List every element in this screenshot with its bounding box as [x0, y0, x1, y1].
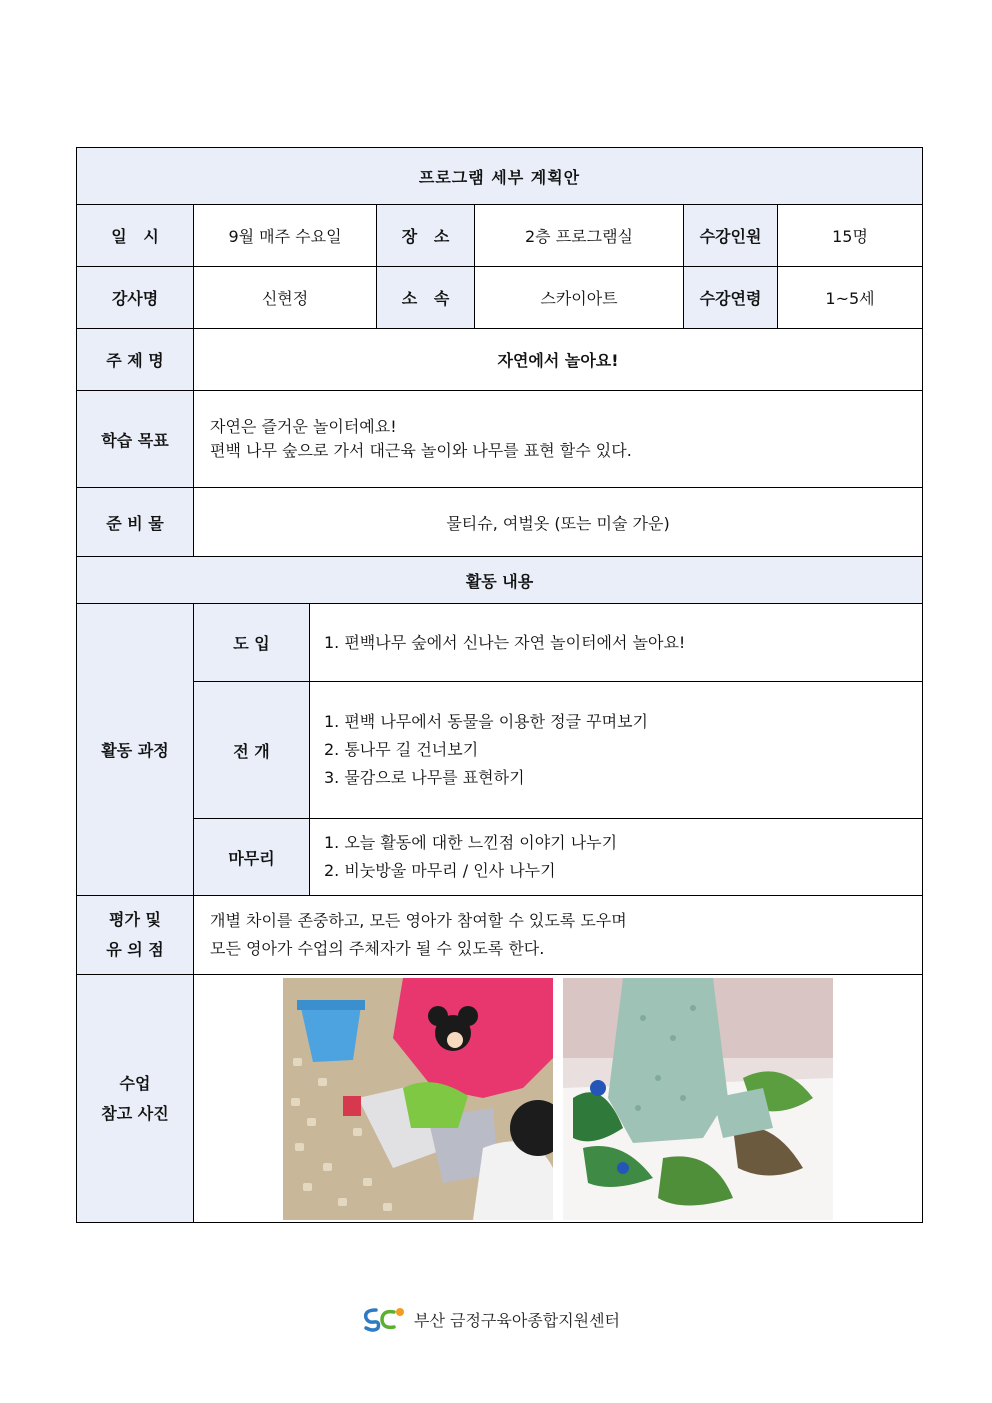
evaluation-text — [194, 896, 923, 975]
place-label: 장 소 — [377, 205, 475, 267]
program-plan-table — [76, 147, 923, 1223]
stage-development-label: 전 개 — [194, 682, 310, 819]
stage-line: 3. 물감으로 나무를 표현하기 — [324, 768, 525, 787]
stage-line: 2. 통나무 길 건너보기 — [324, 740, 479, 759]
capacity-value: 15명 — [778, 205, 923, 267]
page-title: 프로그램 세부 계획안 — [77, 148, 923, 205]
stage-development-text — [310, 682, 923, 819]
evaluation-line: 모든 영아가 수업의 주체자가 될 수 있도록 한다. — [210, 939, 545, 958]
stage-closing-text — [310, 819, 923, 896]
capacity-label: 수강인원 — [684, 205, 778, 267]
materials-value: 물티슈, 여벌옷 (또는 미술 가운) — [194, 488, 923, 557]
center-logo-icon — [362, 1306, 408, 1332]
age-value: 1~5세 — [778, 267, 923, 329]
stage-line: 2. 비눗방울 마무리 / 인사 나누기 — [324, 861, 556, 880]
place-value: 2층 프로그램실 — [475, 205, 684, 267]
date-label: 일 시 — [77, 205, 194, 267]
activity-header: 활동 내용 — [77, 557, 923, 604]
photos-label-line: 참고 사진 — [101, 1103, 169, 1123]
child-painting-tree-photo — [563, 978, 833, 1220]
instructor-value: 신현정 — [194, 267, 377, 329]
child-playing-wood-blocks-photo — [283, 978, 553, 1220]
stage-line: 1. 오늘 활동에 대한 느낀점 이야기 나누기 — [324, 833, 618, 852]
process-label: 활동 과정 — [77, 604, 194, 896]
affiliation-label: 소 속 — [377, 267, 475, 329]
evaluation-line: 개별 차이를 존중하고, 모든 영아가 참여할 수 있도록 도우며 — [210, 911, 627, 930]
evaluation-label — [77, 896, 194, 975]
topic-value: 자연에서 놀아요! — [194, 329, 923, 391]
date-value: 9월 매주 수요일 — [194, 205, 377, 267]
instructor-label: 강사명 — [77, 267, 194, 329]
affiliation-value: 스카이아트 — [475, 267, 684, 329]
goal-line: 편백 나무 숲으로 가서 대근육 놀이와 나무를 표현 할수 있다. — [210, 441, 632, 460]
goal-label: 학습 목표 — [77, 391, 194, 488]
stage-line: 1. 편백나무 숲에서 신나는 자연 놀이터에서 놀아요! — [324, 632, 686, 652]
goal-line: 자연은 즐거운 놀이터예요! — [210, 417, 397, 436]
evaluation-label-line: 유 의 점 — [106, 940, 164, 959]
footer — [362, 1306, 620, 1332]
photos-label-line: 수업 — [119, 1073, 151, 1093]
photos-label — [77, 975, 194, 1223]
age-label: 수강연령 — [684, 267, 778, 329]
footer-org-name: 부산 금정구육아종합지원센터 — [414, 1310, 621, 1330]
evaluation-label-line: 평가 및 — [109, 910, 161, 929]
goal-text — [194, 391, 923, 488]
materials-label: 준 비 물 — [77, 488, 194, 557]
stage-intro-label: 도 입 — [194, 604, 310, 682]
photos-cell — [194, 975, 923, 1223]
stage-closing-label: 마무리 — [194, 819, 310, 896]
stage-line: 1. 편백 나무에서 동물을 이용한 정글 꾸며보기 — [324, 712, 648, 731]
stage-intro-text — [310, 604, 923, 682]
topic-label: 주 제 명 — [77, 329, 194, 391]
